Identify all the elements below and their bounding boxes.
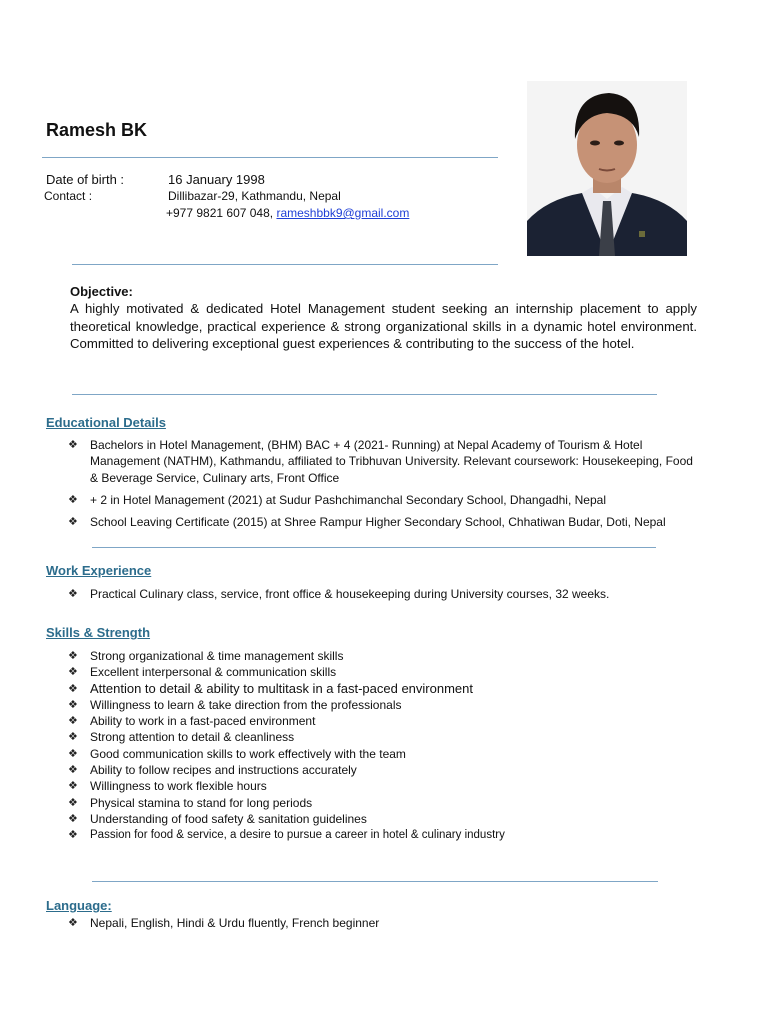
diamond-bullet-icon: ❖ [68, 780, 78, 793]
section-title-education: Educational Details [46, 415, 166, 430]
list-item: ❖ School Leaving Certificate (2015) at Shree Rampur Higher Secondary School, Chhatiwan Budar, Doti, Nepal [68, 515, 666, 530]
diamond-bullet-icon: ❖ [68, 682, 78, 695]
skills-list [68, 648, 708, 844]
education-list [68, 437, 698, 536]
list-item: ❖ Willingness to work flexible hours [68, 779, 267, 794]
divider-top [42, 157, 498, 158]
list-item: ❖ Ability to work in a fast-paced environment [68, 714, 316, 729]
list-item: ❖ Attention to detail & ability to multitask in a fast-paced environment [68, 680, 473, 696]
list-item: ❖ Strong organizational & time management skills [68, 649, 344, 663]
diamond-bullet-icon: ❖ [68, 764, 78, 777]
list-item: ❖ Practical Culinary class, service, front office & housekeeping during University courses, 32 weeks. [68, 587, 610, 601]
diamond-bullet-icon: ❖ [68, 715, 78, 728]
section-title-work: Work Experience [46, 563, 152, 578]
divider-education [92, 547, 656, 548]
diamond-bullet-icon: ❖ [68, 516, 78, 529]
section-title-skills: Skills & Strength [46, 625, 151, 640]
diamond-bullet-icon: ❖ [68, 698, 78, 711]
list-item: ❖ Good communication skills to work effectively with the team [68, 746, 406, 761]
diamond-bullet-icon: ❖ [68, 666, 78, 679]
list-item: ❖ Willingness to learn & take direction from the professionals [68, 697, 402, 712]
contact-line [166, 206, 409, 220]
list-item: ❖ Physical stamina to stand for long periods [68, 795, 313, 810]
candidate-name: Ramesh BK [46, 120, 148, 140]
diamond-bullet-icon: ❖ [68, 588, 78, 600]
list-item: ❖ Passion for food & service, a desire to pursue a career in hotel & culinary industry [68, 827, 708, 843]
list-item: ❖ Excellent interpersonal & communication skills [68, 665, 337, 680]
address: Dillibazar-29, Kathmandu, Nepal [168, 189, 341, 203]
work-list [68, 586, 698, 602]
objective-title: Objective: [70, 284, 133, 299]
diamond-bullet-icon: ❖ [68, 917, 78, 929]
contact-label: Contact : [44, 189, 93, 203]
section-title-language: Language: [46, 898, 112, 913]
list-item: ❖ Nepali, English, Hindi & Urdu fluently, French beginner [68, 916, 380, 930]
diamond-bullet-icon: ❖ [68, 650, 78, 662]
diamond-bullet-icon: ❖ [68, 439, 78, 451]
diamond-bullet-icon: ❖ [68, 812, 78, 825]
objective-text: A highly motivated & dedicated Hotel Management student seeking an internship placement to apply theoretical knowledge, practical experience & strong organizational skills in a dynamic hotel environment. Committed to delivering exceptional guest experiences & contributing to the success of the hotel. [70, 301, 697, 351]
diamond-bullet-icon: ❖ [68, 747, 78, 760]
dob-label: Date of birth : [46, 172, 125, 187]
dob-value: 16 January 1998 [168, 172, 265, 187]
list-item: ❖ Understanding of food safety & sanitation guidelines [68, 811, 367, 826]
diamond-bullet-icon: ❖ [68, 796, 78, 809]
diamond-bullet-icon: ❖ [68, 731, 78, 744]
diamond-bullet-icon: ❖ [68, 493, 78, 506]
list-item: ❖ Bachelors in Hotel Management, (BHM) BAC + 4 (2021- Running) at Nepal Academy of Tourism & Hotel Management (NATHM), Kathmandu, affiliated to Tribhuvan University. Relevant coursework: Housekeeping, Food & Beverage Service, Culinary arts, Front Office [68, 438, 693, 485]
phone: +977 9821 607 048, [166, 206, 274, 220]
list-item: ❖ Ability to follow recipes and instructions accurately [68, 763, 357, 778]
list-item: ❖ + 2 in Hotel Management (2021) at Sudur Pashchimanchal Secondary School, Dhangadhi, Nepal [68, 492, 606, 507]
profile-photo [527, 81, 687, 256]
diamond-bullet-icon: ❖ [68, 829, 78, 842]
list-item: ❖ Strong attention to detail & cleanliness [68, 730, 295, 745]
email-link[interactable]: rameshbbk9@gmail.com [276, 206, 410, 220]
language-list [68, 915, 698, 931]
divider-objective [72, 394, 657, 395]
divider-skills [92, 881, 658, 882]
divider-header-bottom [72, 264, 498, 265]
